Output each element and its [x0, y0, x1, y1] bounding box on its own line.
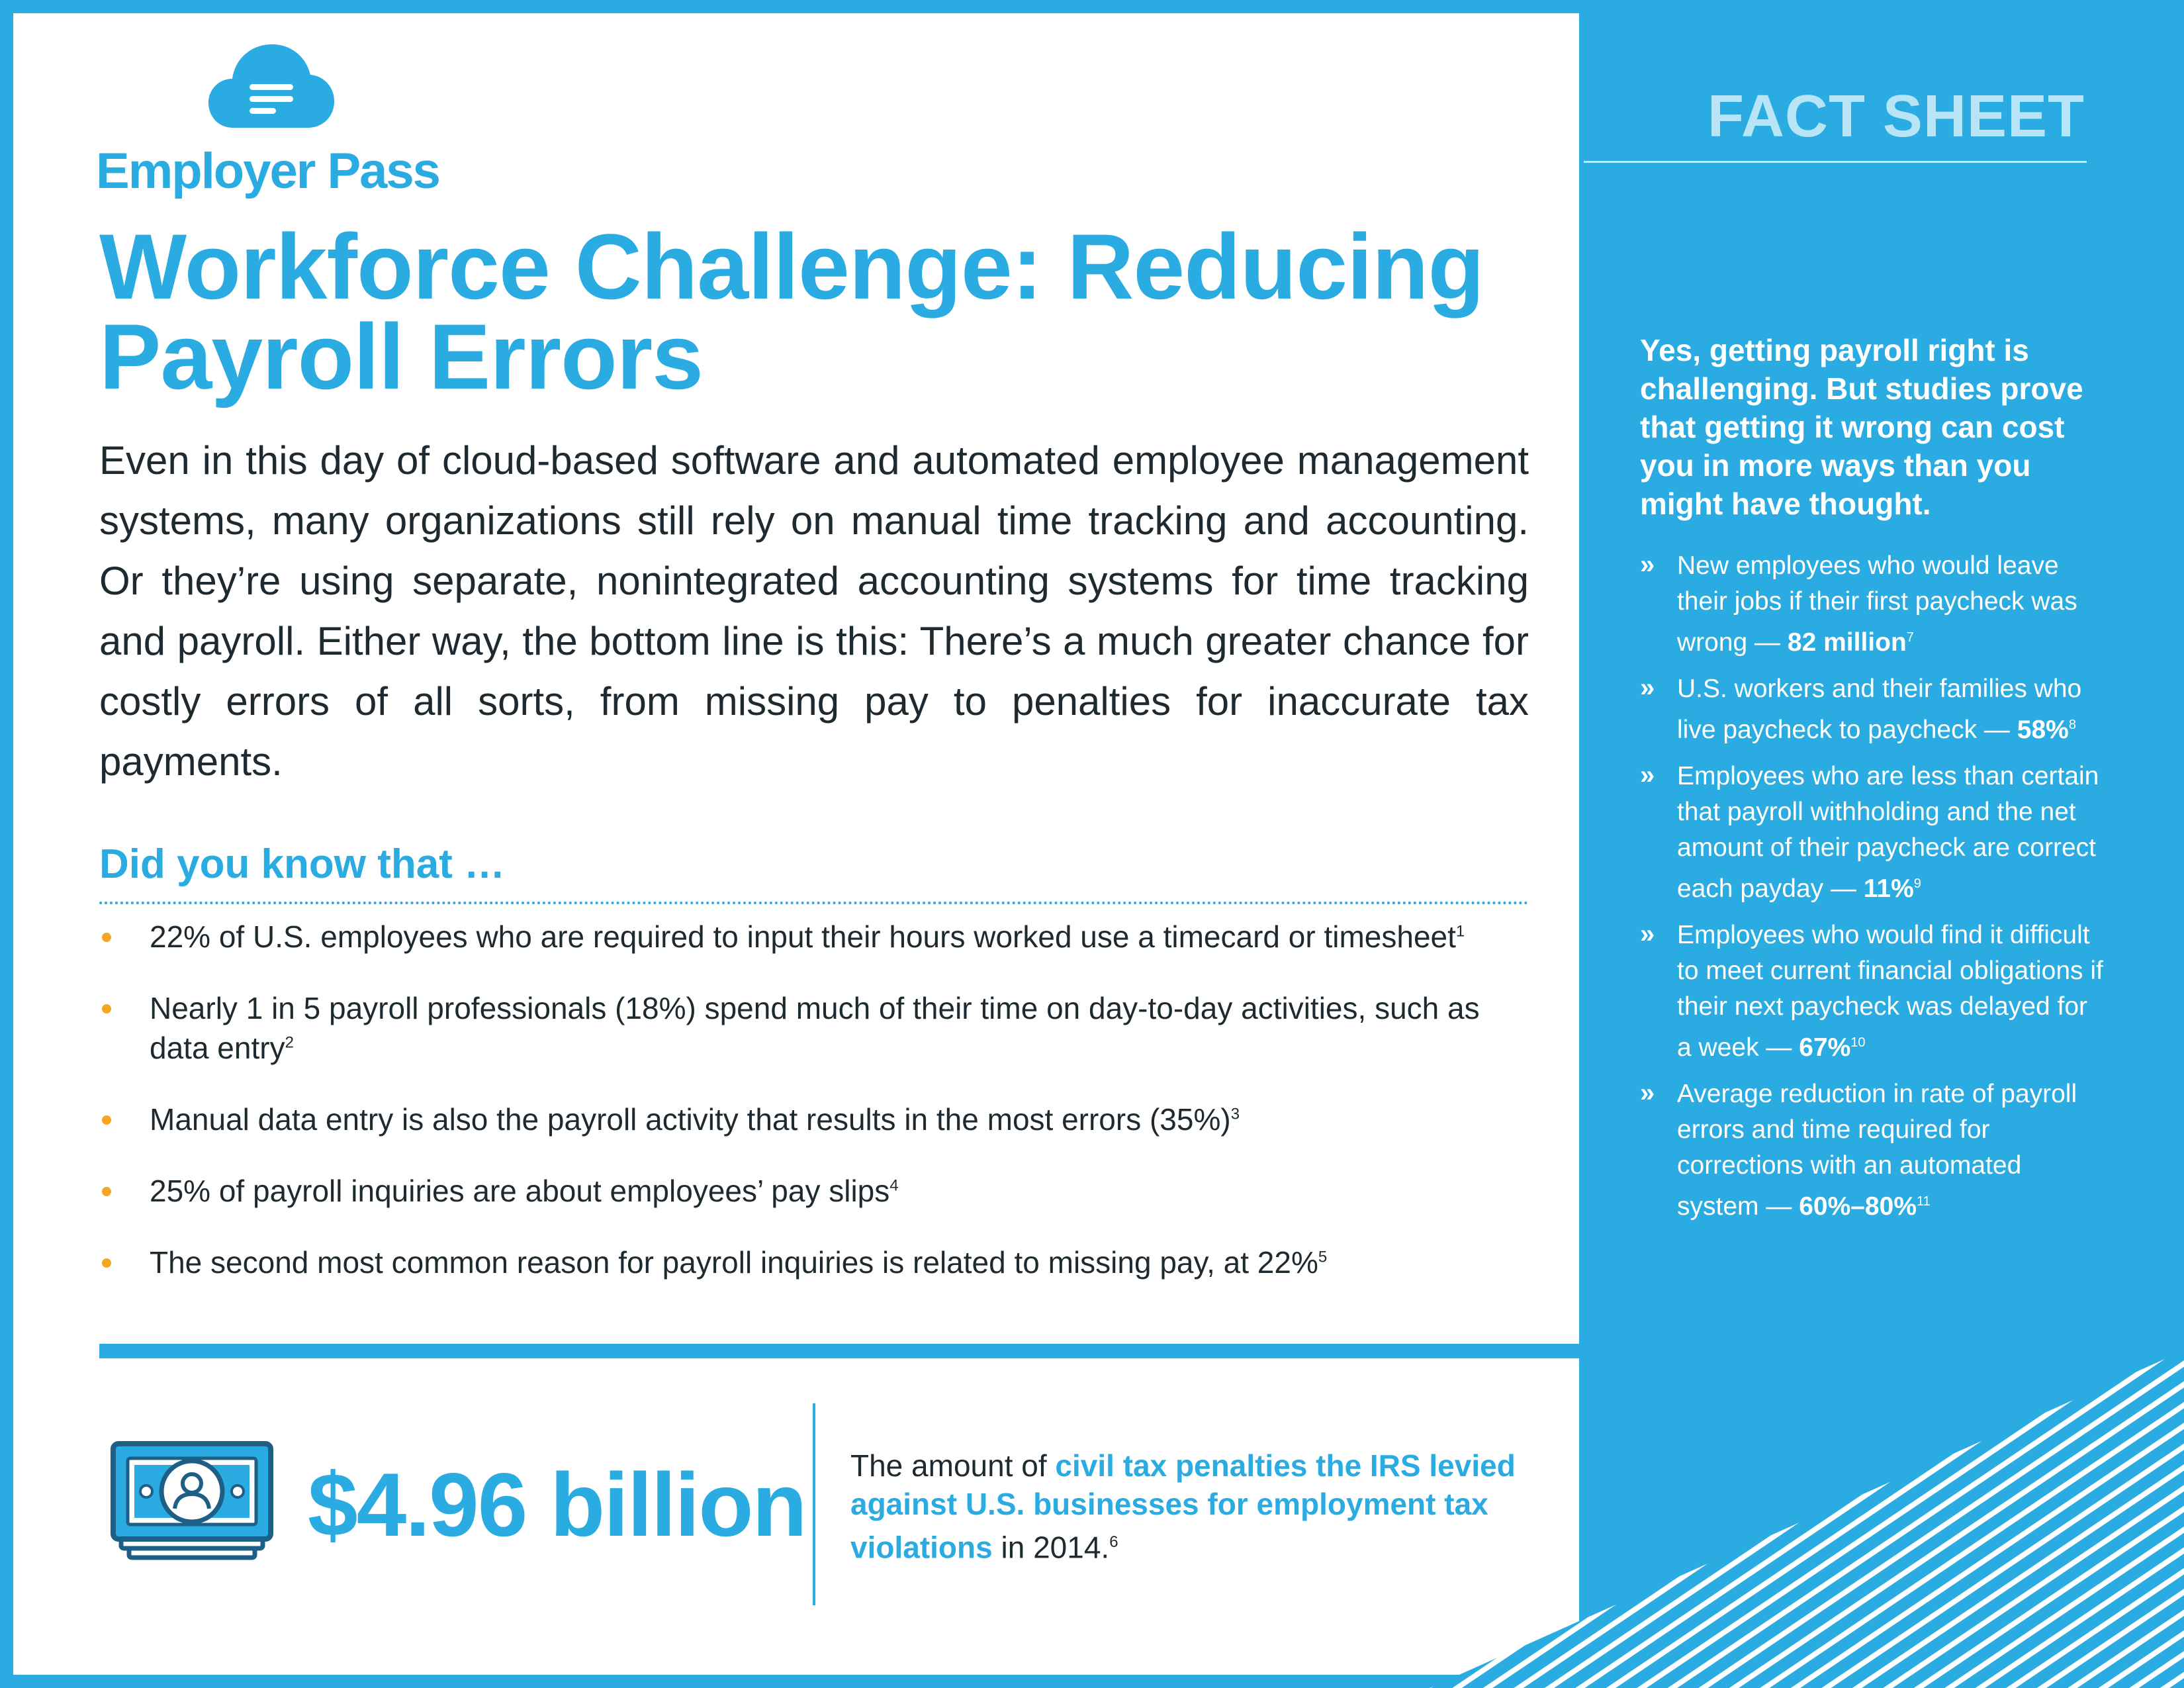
did-you-know-list — [99, 917, 1529, 1314]
list-item: 22% of U.S. employees who are required to input their hours worked use a timecard or timesheet$^1$ — [99, 917, 1529, 957]
bullet-dot-icon — [102, 933, 111, 942]
chevron-right-icon: » — [1640, 1078, 1655, 1107]
section-divider — [99, 1344, 1582, 1358]
vertical-divider — [813, 1403, 815, 1605]
chevron-right-icon: » — [1640, 550, 1655, 579]
brand-logo — [96, 43, 453, 209]
list-item: » Employees who would find it difficult to meet current financial obligations if their next paycheck was delayed for a week — 67%$^{10}$ — [1640, 917, 2103, 1066]
page-title: Workforce Challenge: Reducing Payroll Errors — [99, 214, 1484, 408]
bullet-dot-icon — [102, 1004, 111, 1013]
list-item: The second most common reason for payroll inquiries is related to missing pay, at 22%$^5$ — [99, 1243, 1529, 1282]
sidebar-stats-list — [1640, 548, 2103, 1235]
list-item: Manual data entry is also the payroll activity that results in the most errors $(35\%)^3$ — [99, 1100, 1529, 1139]
stat-description: The amount of civil tax penalties the IRS levied against U.S. businesses for employment tax violations in 2014.$^6$ — [850, 1448, 1516, 1565]
list-item: » New employees who would leave their jobs if their first paycheck was wrong — 82 million$^7$ — [1640, 548, 2103, 661]
money-bill-icon — [109, 1440, 275, 1562]
list-item: » Average reduction in rate of payroll errors and time required for corrections with an automated system — 60%–80%$^{11}$ — [1640, 1076, 2103, 1225]
cloud-icon — [208, 43, 334, 129]
chevron-right-icon: » — [1640, 919, 1655, 949]
did-you-know-heading: Did you know that … — [99, 841, 506, 887]
bullet-dot-icon — [102, 1258, 111, 1268]
brand-name: Employer Pass — [96, 143, 439, 199]
sidebar-intro: Yes, getting payroll right is challenging. But studies prove that getting it wrong can cost you in more ways than you might have thought. — [1640, 333, 2083, 521]
stat-amount: $4.96 billion — [308, 1454, 806, 1555]
fact-sheet-label: FACT SHEET — [1707, 83, 2085, 150]
decorative-stripes — [1430, 1350, 2184, 1688]
list-item: » U.S. workers and their families who live paycheck to paycheck — 58%$^8$ — [1640, 671, 2103, 748]
bullet-dot-icon — [102, 1187, 111, 1196]
list-item: Nearly 1 in 5 payroll professionals (18%) spend much of their time on day-to-day activities, such as data entry$^2$ — [99, 988, 1529, 1068]
chevron-right-icon: » — [1640, 761, 1655, 790]
fact-sheet-underline — [1584, 161, 2087, 163]
list-item: 25% of payroll inquiries are about employees’ pay slips$^4$ — [99, 1171, 1529, 1211]
bullet-dot-icon — [102, 1115, 111, 1125]
dotted-divider — [99, 902, 1529, 904]
chevron-right-icon: » — [1640, 673, 1655, 702]
intro-paragraph: Even in this day of cloud-based software and automated employee management systems, many organizations still rely on manual time tracking and accounting. Or they’re using separate, nonintegrated accounting systems for time tracking and payroll. Either way, the bottom line is this: There’s a much greater chance for costly errors of all sorts, from missing pay to penalties for inaccurate tax payments. — [99, 438, 1529, 784]
list-item: » Employees who are less than certain that payroll withholding and the net amount of their paycheck are correct each payday — 11%$^9$ — [1640, 759, 2103, 907]
